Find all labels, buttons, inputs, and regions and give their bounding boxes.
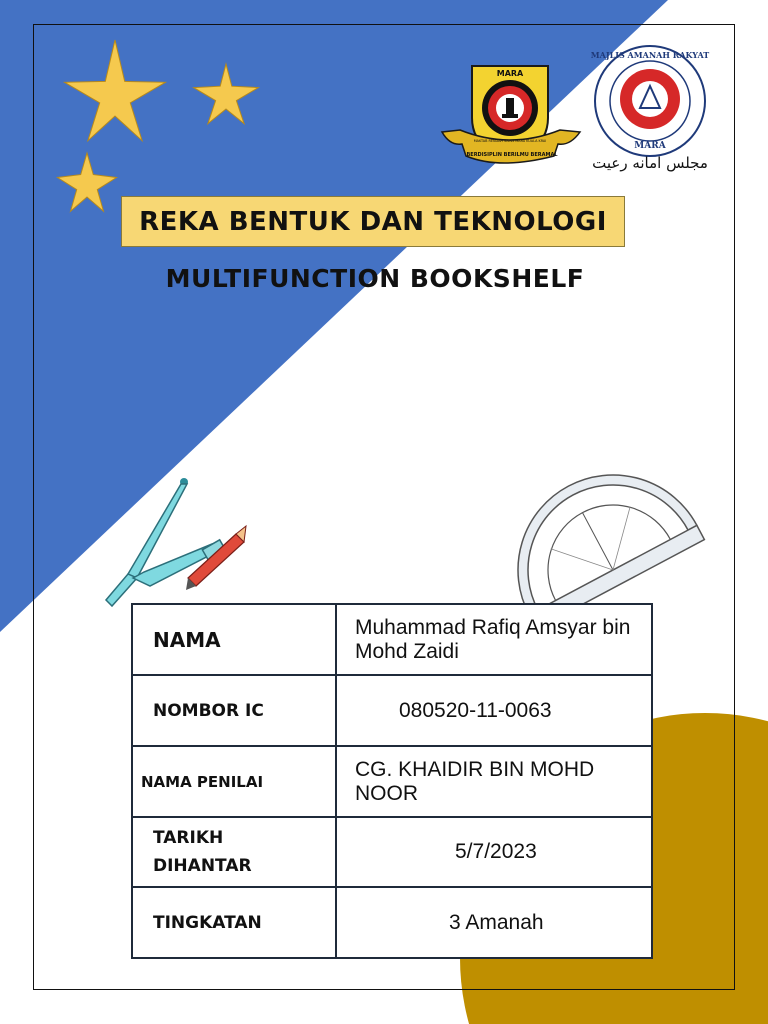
school-logo-ring-text: MAKTAB RENDAH SAINS MARA KUALA KRAI xyxy=(473,139,547,143)
mara-logo-ring-text: MAJLIS AMANAH RAKYAT xyxy=(590,50,710,60)
mara-logo-jawi: مجلس امانه رعيت xyxy=(592,154,708,172)
form-value: 3 Amanah xyxy=(336,887,652,958)
subject-title: REKA BENTUK DAN TEKNOLOGI xyxy=(139,206,607,237)
school-logo-motto: BERDISIPLIN BERILMU BERAMAL xyxy=(466,152,558,158)
mara-logo-bottom-text: MARA xyxy=(634,141,666,151)
compass-icon xyxy=(106,478,226,606)
table-row xyxy=(132,887,652,958)
ic-number-label: NOMBOR IC xyxy=(132,675,336,746)
assessor-label: NAMA PENILAI xyxy=(132,746,336,817)
student-details-table xyxy=(131,603,653,959)
table-row xyxy=(132,604,652,675)
name-value: Muhammad Rafiq Amsyar bin Mohd Zaidi xyxy=(336,604,652,675)
school-logo-top-text: MARA xyxy=(496,69,524,78)
table-row xyxy=(132,817,652,887)
table-row xyxy=(132,675,652,746)
submission-date-value: 5/7/2023 xyxy=(336,817,652,887)
assessor-value: CG. KHAIDIR BIN MOHD NOOR xyxy=(336,746,652,817)
name-label: NAMA xyxy=(132,604,336,675)
submission-date-label: TARIKH DIHANTAR xyxy=(132,817,336,887)
ic-number-value: 080520-11-0063 xyxy=(336,675,652,746)
form-label: TINGKATAN xyxy=(132,887,336,958)
project-title: MULTIFUNCTION BOOKSHELF xyxy=(165,264,585,293)
table-row xyxy=(132,746,652,817)
protractor-icon xyxy=(508,430,718,620)
